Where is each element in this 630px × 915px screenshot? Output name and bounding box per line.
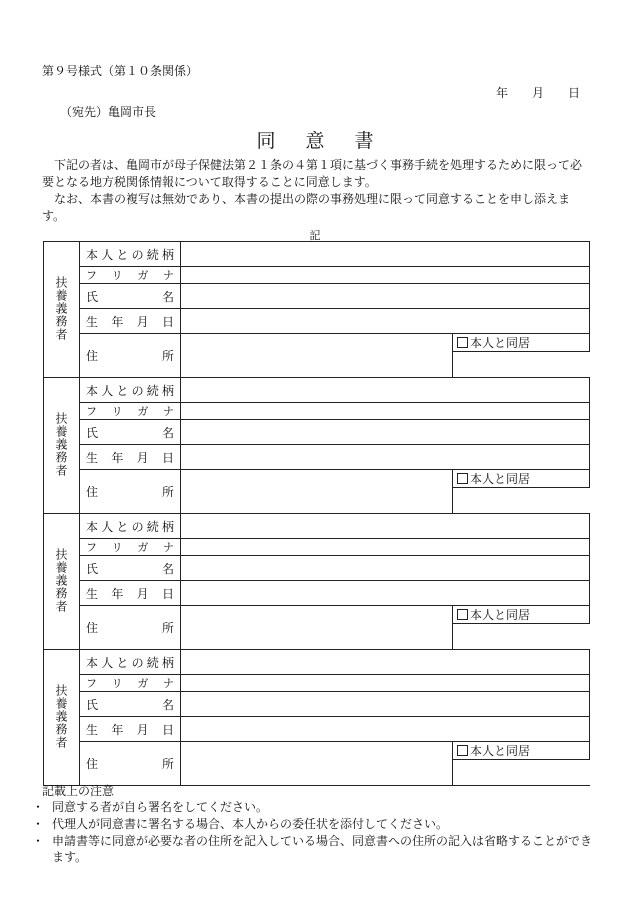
name-field[interactable] <box>181 556 590 581</box>
relationship-field[interactable] <box>181 378 590 403</box>
label-birthdate: 生 年 月 日 <box>80 309 181 334</box>
cohabit-label: 本人と同居 <box>470 744 531 758</box>
furigana-field[interactable] <box>181 403 590 420</box>
address-field[interactable] <box>181 742 453 786</box>
note-item <box>32 833 602 865</box>
birthdate-field[interactable] <box>181 717 590 742</box>
checkbox-icon[interactable] <box>457 473 468 484</box>
date-day: 日 <box>568 86 581 100</box>
label-name: 氏 名 <box>80 420 181 445</box>
ki-label: 記 <box>309 229 321 242</box>
label-relationship: 本 人 と の 続 柄 <box>80 514 181 539</box>
address-field[interactable] <box>181 470 453 514</box>
cohabit-checkbox[interactable] <box>453 334 590 352</box>
note-item <box>32 816 602 832</box>
name-field[interactable] <box>181 284 590 309</box>
checkbox-icon[interactable] <box>457 745 468 756</box>
role-label-cell <box>44 514 80 650</box>
cohabit-label: 本人と同居 <box>470 472 531 486</box>
furigana-field[interactable] <box>181 539 590 556</box>
relationship-field[interactable] <box>181 650 590 675</box>
note-item <box>32 799 602 815</box>
name-field[interactable] <box>181 692 590 717</box>
date-month: 月 <box>532 86 545 100</box>
label-address: 住 所 <box>80 334 181 378</box>
consent-paragraph-1: 下記の者は、亀岡市が母子保健法第２１条の４第１項に基づく事務手続を処理するために限って必要となる地方税関係情報について取得することに同意します。 <box>42 158 583 189</box>
addressee: （宛先）亀岡市長 <box>60 105 157 119</box>
label-name: 氏 名 <box>80 692 181 717</box>
role-label-cell <box>44 650 80 786</box>
furigana-field[interactable] <box>181 675 590 692</box>
label-relationship: 本 人 と の 続 柄 <box>80 378 181 403</box>
dependents-table <box>43 241 590 786</box>
address-field-extension[interactable] <box>453 624 590 650</box>
role-label-cell <box>44 378 80 514</box>
address-field-extension[interactable] <box>453 352 590 378</box>
cohabit-label: 本人と同居 <box>470 608 531 622</box>
date-year: 年 <box>496 86 509 100</box>
label-relationship: 本 人 と の 続 柄 <box>80 650 181 675</box>
cohabit-checkbox[interactable] <box>453 742 590 760</box>
name-field[interactable] <box>181 420 590 445</box>
birthdate-field[interactable] <box>181 445 590 470</box>
note-bullet: ・ <box>32 800 45 814</box>
label-furigana: フ リ ガ ナ <box>80 675 181 692</box>
label-address: 住 所 <box>80 742 181 786</box>
notes-heading: 記載上の注意 <box>42 784 115 798</box>
address-field-extension[interactable] <box>453 760 590 786</box>
note-text: 同意する者が自ら署名をしてください。 <box>52 800 269 814</box>
relationship-field[interactable] <box>181 514 590 539</box>
birthdate-field[interactable] <box>181 581 590 606</box>
note-text: 代理人が同意書に署名する場合、本人からの委任状を添付してください。 <box>52 817 449 831</box>
label-name: 氏 名 <box>80 284 181 309</box>
label-furigana: フ リ ガ ナ <box>80 403 181 420</box>
cohabit-checkbox[interactable] <box>453 470 590 488</box>
address-field[interactable] <box>181 334 453 378</box>
note-text: 申請書等に同意が必要な者の住所を記入している場合、同意書への住所の記入は省略することができます。 <box>52 834 593 864</box>
note-bullet: ・ <box>32 834 45 848</box>
label-birthdate: 生 年 月 日 <box>80 581 181 606</box>
label-address: 住 所 <box>80 606 181 650</box>
birthdate-field[interactable] <box>181 309 590 334</box>
label-birthdate: 生 年 月 日 <box>80 717 181 742</box>
label-relationship: 本 人 と の 続 柄 <box>80 242 181 267</box>
role-label: 扶養義務者 <box>54 547 68 613</box>
role-label-cell <box>44 242 80 378</box>
checkbox-icon[interactable] <box>457 609 468 620</box>
form-number: 第９号様式（第１０条関係） <box>42 64 199 78</box>
label-furigana: フ リ ガ ナ <box>80 539 181 556</box>
role-label: 扶養義務者 <box>54 683 68 749</box>
label-birthdate: 生 年 月 日 <box>80 445 181 470</box>
label-furigana: フ リ ガ ナ <box>80 267 181 284</box>
role-label: 扶養義務者 <box>54 411 68 477</box>
label-address: 住 所 <box>80 470 181 514</box>
role-label: 扶養義務者 <box>54 275 68 341</box>
cohabit-checkbox[interactable] <box>453 606 590 624</box>
checkbox-icon[interactable] <box>457 337 468 348</box>
date-line <box>496 84 580 101</box>
cohabit-label: 本人と同居 <box>470 336 531 350</box>
label-name: 氏 名 <box>80 556 181 581</box>
address-field[interactable] <box>181 606 453 650</box>
relationship-field[interactable] <box>181 242 590 267</box>
consent-paragraph-2: なお、本書の複写は無効であり、本書の提出の際の事務処理に限って同意することを申し添えます。 <box>42 192 571 223</box>
document-title: 同意書 <box>256 130 404 152</box>
furigana-field[interactable] <box>181 267 590 284</box>
note-bullet: ・ <box>32 817 45 831</box>
address-field-extension[interactable] <box>453 488 590 514</box>
